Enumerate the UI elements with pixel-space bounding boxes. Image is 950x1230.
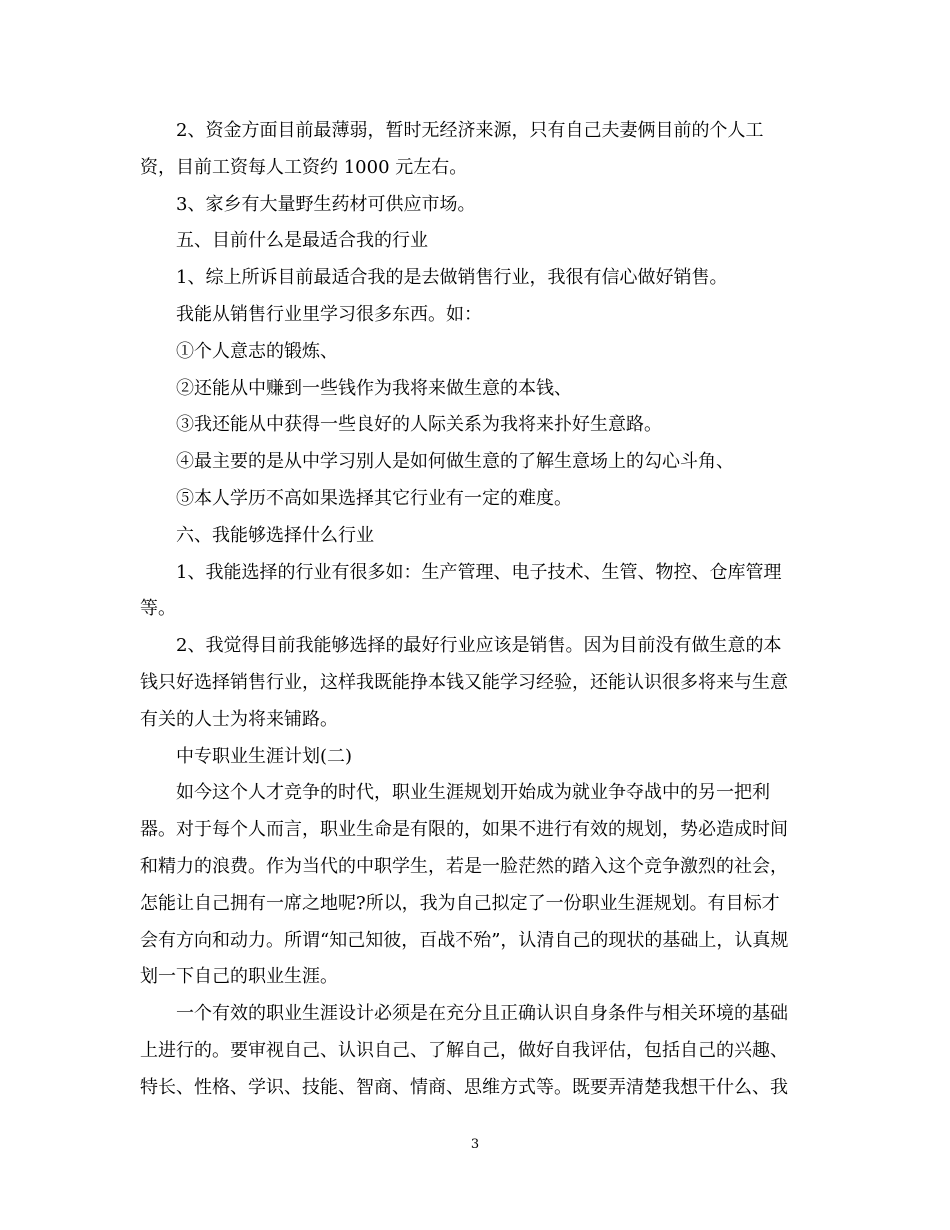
paragraph [140, 334, 815, 371]
text-line: 会有方向和动力。所谓“知己知彼，百战不殆”，认清自己的现状的基础上，认真规 [140, 929, 789, 951]
text-line: ⑤本人学历不高如果选择其它行业有一定的难度。 [176, 487, 572, 509]
text-line: ③我还能从中获得一些良好的人际关系为我将来扑好生意路。 [176, 414, 662, 436]
text-line: 器。对于每个人而言，职业生命是有限的，如果不进行有效的规划，势必造成时间 [140, 819, 788, 841]
text-line: 怎能让自己拥有一席之地呢?所以，我为自己拟定了一份职业生涯规划。有目标才 [140, 892, 780, 914]
paragraph [140, 113, 815, 187]
text-line: ②还能从中赚到一些钱作为我将来做生意的本钱、 [176, 377, 572, 399]
paragraph [140, 407, 815, 444]
text-line: 五、目前什么是最适合我的行业 [176, 230, 428, 252]
text-line: 一个有效的职业生涯设计必须是在充分且正确认识自身条件与相关环境的基础 [176, 1003, 788, 1025]
text-line: 1、我能选择的行业有很多如：生产管理、电子技术、生管、物控、仓库管理 [176, 561, 782, 583]
paragraph [140, 518, 815, 555]
page-number: 3 [470, 1137, 480, 1152]
paragraph [140, 775, 815, 996]
text-line: 有关的人士为将来铺路。 [140, 708, 338, 730]
text-line: 2、我觉得目前我能够选择的最好行业应该是销售。因为目前没有做生意的本 [176, 635, 782, 657]
text-line: 等。 [140, 598, 176, 620]
text-line: 特长、性格、学识、技能、智商、情商、思维方式等。既要弄清楚我想干什么、我 [140, 1076, 788, 1098]
text-line: 如今这个人才竞争的时代，职业生涯规划开始成为就业争夺战中的另一把利 [176, 782, 770, 804]
paragraph [140, 297, 815, 334]
paragraph [140, 555, 815, 629]
text-line: ④最主要的是从中学习别人是如何做生意的了解生意场上的勾心斗角、 [176, 451, 734, 473]
text-line: 中专职业生涯计划(二) [176, 745, 353, 767]
paragraph [140, 628, 815, 738]
paragraph [140, 223, 815, 260]
paragraph [140, 187, 815, 224]
text-line: 2、资金方面目前最薄弱，暂时无经济来源，只有自己夫妻俩目前的个人工 [176, 120, 764, 141]
text-line: 和精力的浪费。作为当代的中职学生，若是一脸茫然的踏入这个竞争激烈的社会， [140, 855, 788, 877]
paragraph [140, 739, 815, 776]
paragraph [140, 444, 815, 481]
paragraph [140, 481, 815, 518]
text-line: 划一下自己的职业生涯。 [140, 966, 338, 988]
text-line: 资，目前工资每人工资约 1000 元左右。 [140, 156, 468, 178]
paragraph [140, 996, 815, 1106]
text-line: 我能从销售行业里学习很多东西。如： [176, 303, 482, 325]
text-line: 上进行的。要审视自己、认识自己、了解自己，做好自我评估，包括自己的兴趣、 [140, 1039, 788, 1061]
text-line: 六、我能够选择什么行业 [176, 524, 374, 546]
text-line: 钱只好选择销售行业，这样我既能挣本钱又能学习经验，还能认识很多将来与生意 [140, 671, 788, 693]
text-line: 1、综上所诉目前最适合我的是去做销售行业，我很有信心做好销售。 [176, 267, 728, 289]
text-line: ①个人意志的锻炼、 [176, 340, 338, 362]
paragraph [140, 371, 815, 408]
paragraph [140, 260, 815, 297]
document-body [140, 113, 815, 1107]
text-line: 3、家乡有大量野生药材可供应市场。 [176, 193, 476, 215]
